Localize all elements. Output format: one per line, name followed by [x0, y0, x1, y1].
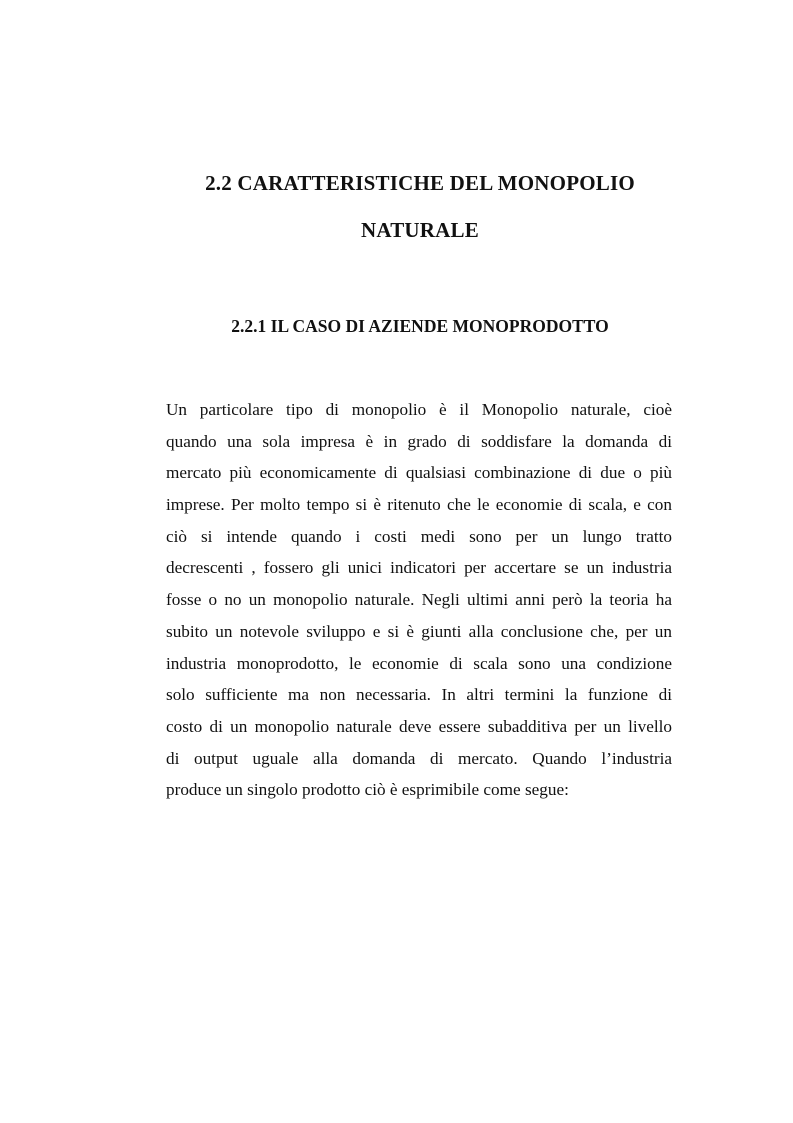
paragraph-line: ciò si intende quando i costi medi sono per un lungo tratto [166, 526, 672, 546]
paragraph-line: subito un notevole sviluppo e si è giunti alla conclusione che, per un [166, 621, 672, 641]
paragraph-line: costo di un monopolio naturale deve essere subadditiva per un livello [166, 716, 672, 736]
paragraph-line: quando una sola impresa è in grado di soddisfare la domanda di [166, 431, 672, 451]
chapter-title-line-2: NATURALE [361, 218, 479, 242]
section-title: 2.2.1 IL CASO DI AZIENDE MONOPRODOTTO [231, 316, 609, 336]
paragraph-line: di output uguale alla domanda di mercato. Quando l’industria [166, 748, 672, 768]
paragraph-line: Un particolare tipo di monopolio è il Monopolio naturale, cioè [166, 400, 672, 419]
paragraph-line: imprese. Per molto tempo si è ritenuto che le economie di scala, e con [166, 495, 672, 515]
paragraph-line: solo sufficiente ma non necessaria. In altri termini la funzione di [166, 685, 672, 705]
paragraph-line: produce un singolo prodotto ciò è esprimibile come segue: [166, 780, 569, 800]
paragraph-line: decrescenti , fossero gli unici indicatori per accertare se un industria [166, 558, 672, 578]
paragraph-line: fosse o no un monopolio naturale. Negli ultimi anni però la teoria ha [166, 590, 672, 610]
paragraph-line: mercato più economicamente di qualsiasi combinazione di due o più [166, 463, 672, 483]
chapter-title-line-1: 2.2 CARATTERISTICHE DEL MONOPOLIO [205, 171, 635, 195]
body-paragraph [166, 394, 672, 806]
paragraph-line: industria monoprodotto, le economie di scala sono una condizione [166, 653, 672, 673]
